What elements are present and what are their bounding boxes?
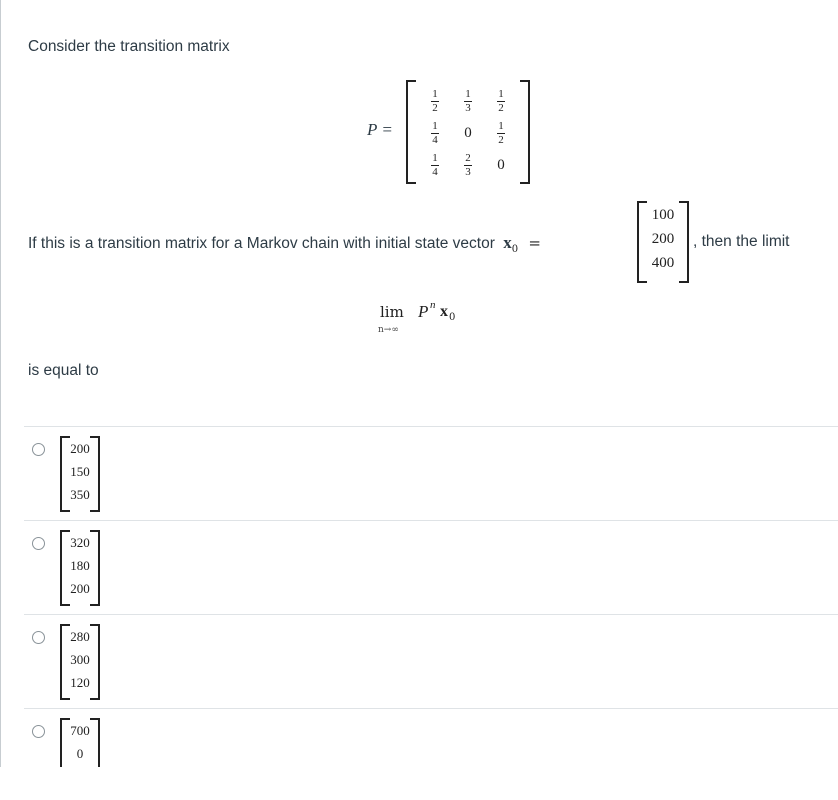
limit-P: P xyxy=(418,302,429,321)
answer-value: 150 xyxy=(70,464,90,479)
answer-divider xyxy=(24,614,838,615)
question-sentence xyxy=(28,233,541,255)
answer-value: 350 xyxy=(70,487,90,502)
answer-value: 320 xyxy=(70,535,90,550)
limit-x-subscript: 0 xyxy=(449,312,456,323)
answer-vector xyxy=(60,436,100,512)
fraction-numerator: 1 xyxy=(465,88,471,100)
fraction-denominator: 3 xyxy=(465,102,471,114)
matrix-cell-r3-c2 xyxy=(453,148,483,178)
answer-value: 280 xyxy=(70,629,90,644)
matrix-fraction xyxy=(431,89,439,114)
answer-value: 180 xyxy=(70,558,90,573)
matrix-fraction xyxy=(497,89,505,114)
matrix-fraction xyxy=(464,89,472,114)
matrix-fraction xyxy=(431,121,439,146)
answer-vector xyxy=(60,718,100,767)
matrix-cell-r3-c1 xyxy=(420,148,450,178)
limit-expression xyxy=(378,299,520,345)
answer-option-1[interactable] xyxy=(28,434,808,518)
matrix-cell-r2-c1 xyxy=(420,116,450,146)
matrix-cell-r3-c3 xyxy=(486,148,516,182)
answer-option-3[interactable] xyxy=(28,622,808,706)
answer-vector xyxy=(60,530,100,606)
limit-lim: lim xyxy=(380,303,404,321)
fraction-numerator: 1 xyxy=(498,120,504,132)
matrix-fraction xyxy=(431,153,439,178)
matrix-right-bracket xyxy=(520,80,530,184)
sentence-before: If this is a transition matrix for a Markov chain with initial state vector xyxy=(28,235,495,252)
content-frame-border xyxy=(0,0,1,767)
matrix-cell-r1-c2 xyxy=(453,84,483,114)
answer-vector xyxy=(60,624,100,700)
answer-divider xyxy=(24,520,838,521)
answer-value: 200 xyxy=(70,581,90,596)
limit-subscript: n→∞ xyxy=(378,325,399,335)
fraction-numerator: 1 xyxy=(498,88,504,100)
radio-button[interactable] xyxy=(32,537,45,550)
limit-x: x xyxy=(440,303,448,320)
matrix-fraction xyxy=(497,121,505,146)
answer-value: 200 xyxy=(70,441,90,456)
fraction-denominator: 2 xyxy=(498,102,504,114)
matrix-value: 0 xyxy=(464,125,472,141)
matrix-cell-r1-c1 xyxy=(420,84,450,114)
fraction-numerator: 2 xyxy=(465,152,471,164)
x0-value: 200 xyxy=(651,231,675,247)
matrix-cell-r2-c3 xyxy=(486,116,516,146)
answer-value: 120 xyxy=(70,675,90,690)
matrix-fraction xyxy=(464,153,472,178)
x0-subscript: 0 xyxy=(511,244,519,256)
radio-button[interactable] xyxy=(32,631,45,644)
fraction-denominator: 3 xyxy=(465,166,471,178)
initial-state-vector xyxy=(637,201,689,283)
answer-value: 300 xyxy=(70,652,90,667)
matrix-cell-r2-c2 xyxy=(453,116,483,150)
fraction-numerator: 1 xyxy=(432,88,438,100)
answer-value: 700 xyxy=(70,723,90,738)
answer-value: 0 xyxy=(76,746,84,761)
limit-exponent: n xyxy=(430,299,436,311)
fraction-denominator: 2 xyxy=(498,134,504,146)
fraction-numerator: 1 xyxy=(432,120,438,132)
matrix-label xyxy=(367,120,393,140)
answer-divider xyxy=(24,426,838,427)
radio-button[interactable] xyxy=(32,725,45,738)
answer-option-4[interactable] xyxy=(28,716,808,800)
radio-button[interactable] xyxy=(32,443,45,456)
matrix-value: 0 xyxy=(497,157,505,173)
question-closing: is equal to xyxy=(28,362,99,379)
fraction-denominator: 4 xyxy=(432,166,438,178)
sentence-after: , then the limit xyxy=(693,233,790,250)
question-intro: Consider the transition matrix xyxy=(28,38,230,55)
transition-matrix xyxy=(406,80,530,184)
x0-value: 400 xyxy=(651,255,675,271)
matrix-left-bracket xyxy=(406,80,416,184)
x0-symbol: x xyxy=(503,233,512,252)
fraction-denominator: 4 xyxy=(432,134,438,146)
matrix-lhs: P = xyxy=(367,120,393,139)
answer-divider xyxy=(24,708,838,709)
x0-value: 100 xyxy=(651,207,675,223)
fraction-numerator: 1 xyxy=(432,152,438,164)
answer-option-2[interactable] xyxy=(28,528,808,612)
fraction-denominator: 2 xyxy=(432,102,438,114)
equals-sign: = xyxy=(528,234,541,252)
matrix-cell-r1-c3 xyxy=(486,84,516,114)
